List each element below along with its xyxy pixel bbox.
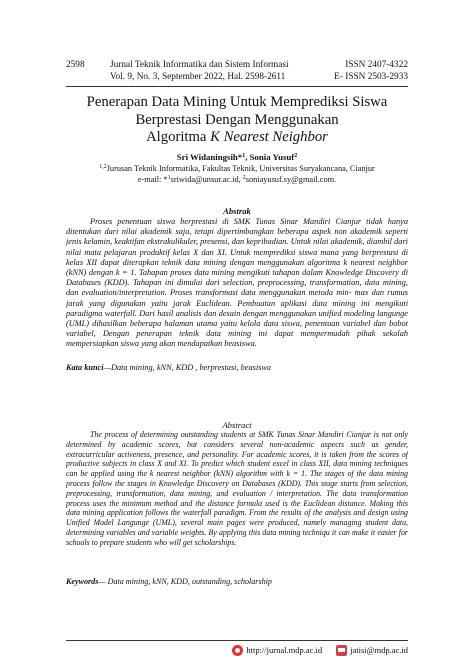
kata-kunci-label: Kata kunci bbox=[66, 363, 104, 372]
author-1: Sri Widaningsih* bbox=[176, 152, 243, 162]
page-number: 2598 bbox=[66, 60, 85, 70]
email-line bbox=[66, 175, 408, 186]
title-line-1: Penerapan Data Mining Untuk Memprediksi Siswa bbox=[86, 94, 388, 110]
running-header bbox=[66, 59, 408, 83]
affiliation-line bbox=[66, 164, 408, 175]
keywords bbox=[66, 577, 408, 586]
email-prefix: e-mail: * bbox=[137, 174, 168, 184]
email-2[interactable]: soniayusuf.sy@gmail.com. bbox=[245, 174, 337, 184]
issn-block bbox=[334, 59, 408, 83]
email-1-sup: 1 bbox=[167, 174, 171, 181]
keywords-values: — Data mining, kNN, KDD, outstanding, scholarship bbox=[98, 577, 272, 586]
footer-divider bbox=[66, 640, 408, 641]
abstract-body: The process of determining outstanding students at SMK Tunas Sinar Mandiri Cianjur is not only determined by academic scores, but considers several non-academic aspects such as gender, extracurricular activeness, presence, and personality. For academic scores, it is taken from the scores of productive subjects in class X and XI. To predict which student excel in class XII, data mining techniques can be applied using the k nearest neighbor (kNN) algorithm with k = 1. The stages of the data mining process follow the stages in Knowledge Discovery on Databases (KDD). This stage starts from selection, preprocessing, transformation, data mining, and evaluation / interpretation. The data transformation process uses the minimum method and the distance formula used is the Euclidean distance. Making this data mining application follows the waterfall paradigm. From the results of the analysis and design using Unified Model Langunge (UML), several main pages were produced, namely managing student data, determining variables and variable weights. By applying this data mining techniqu it can make it easier for schools to prepare students who will get scholarships. bbox=[66, 430, 408, 547]
author-1-affil: 1 bbox=[242, 153, 246, 159]
page-footer bbox=[232, 645, 408, 656]
affiliation-text: Jurusan Teknik Informatika, Fakultas Teknik, Universitas Suryakancana, Cianjur bbox=[106, 164, 375, 173]
title-line-2: Berprestasi Dengan Menggunakan bbox=[135, 111, 339, 128]
affiliation bbox=[66, 164, 408, 185]
journal-name: Jurnal Teknik Informatika dan Sistem Informasi bbox=[110, 60, 289, 70]
author-2-affil: 2 bbox=[294, 153, 298, 159]
title-line-3-prefix: Algoritma bbox=[146, 129, 211, 145]
author-2: Sonia Yusuf bbox=[249, 152, 295, 162]
author-list bbox=[66, 152, 408, 163]
keywords-label: Keywords bbox=[66, 577, 99, 586]
abstrak-body: Proses penentuan siswa berprestasi di SMK Tunas Sinar Mandiri Cianjur tidak hanya ditentukan dari nilai akademik saja, tetapi dipertimbangkan beberapa aspek non akademik seperti jenis kelamin, keaktifan ekstrakulikuler, presensi, dan kepribadian. Untuk nilai akademik, diambil dari nilai mata pelajaran produktif kelas X dan XI. Untuk memprediksi siswa mana yang berprestasi di kelas XII dapat diterapkan teknik data mining dengan menggunakan algoritma k nearest neighbor (kNN) dengan k = 1. Tahapan proses data mining mengikuti tahapan dalam Knowledge Discovery di Databases (KDD). Tahapan ini dimulai dari selection, preprocessing, transformation, data mining, dan evaluation/interpretation. Proses transformasi data menggunakan metoda min- max dan rumus jarak yang digunakan yaitu jarak Euclidean. Pembuatan aplikasi data mining ini mengikuti paradigma waterfall. Dari hasil analisis dan desain dengan menggunakan unified modeling langunge (UML) dihasilkan beberapa halaman utama yaitu kelola data siswa, penentuan variabel dan bobot variabel, Dengan penerapan teknik data mining ini dapat mempermudah pihak sekolah mempersiapkan siswa yang akan mendapatkan beasiswa. bbox=[66, 217, 408, 349]
title-line-3-italic: K Nearest Neighbor bbox=[210, 129, 328, 145]
kata-kunci-values: —Data mining, kNN, KDD , berprestasi, beasiswa bbox=[103, 363, 272, 372]
journal-url[interactable]: http://jurnal.mdp.ac.id bbox=[246, 645, 323, 655]
abstract-heading: Abstract bbox=[222, 420, 252, 430]
kata-kunci bbox=[66, 363, 408, 372]
globe-icon bbox=[232, 645, 243, 656]
issn-electronic: E- ISSN 2503-2933 bbox=[334, 72, 408, 82]
paper-title bbox=[66, 94, 408, 147]
issn-print: ISSN 2407-4322 bbox=[345, 60, 408, 70]
email-2-sup: 2 bbox=[242, 174, 246, 181]
author-separator: , bbox=[245, 152, 250, 162]
journal-info bbox=[110, 59, 330, 83]
mail-icon bbox=[336, 645, 347, 656]
journal-volume: Vol. 9, No. 3, September 2022, Hal. 2598-2611 bbox=[110, 72, 286, 82]
journal-email[interactable]: jatisi@mdp.ac.id bbox=[350, 645, 408, 655]
title-line-3 bbox=[66, 129, 408, 147]
header-divider bbox=[66, 86, 408, 87]
affiliation-sup: 1,2 bbox=[99, 164, 107, 170]
email-1[interactable]: sriwida@unsur.ac.id, bbox=[170, 174, 243, 184]
abstrak-heading: Abstrak bbox=[223, 206, 251, 216]
